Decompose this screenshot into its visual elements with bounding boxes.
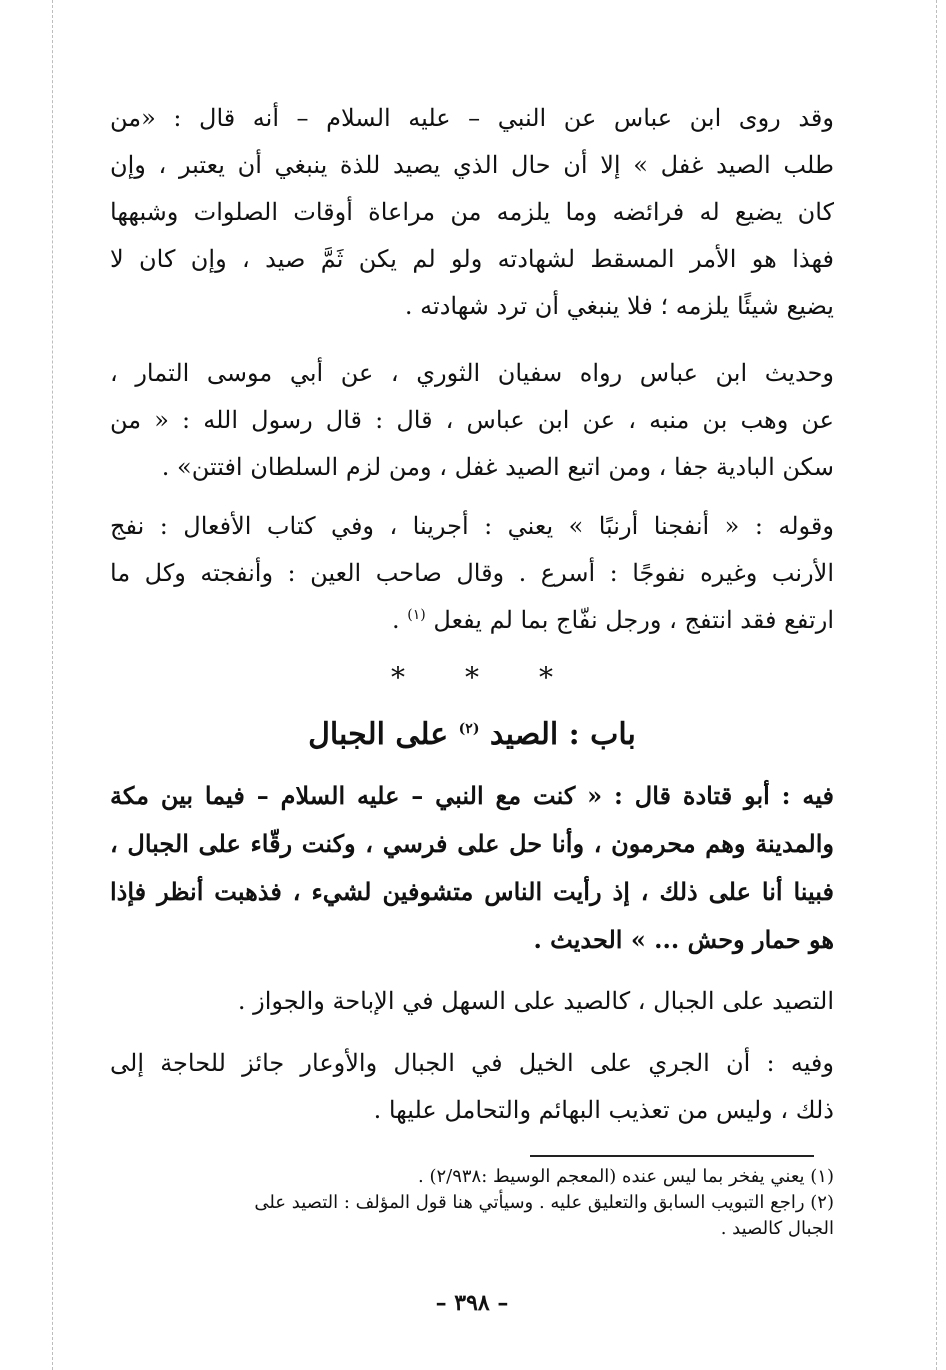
star-icon: *: [391, 661, 405, 694]
text-line: ذلك ، وليس من تعذيب البهائم والتحامل عليها .: [373, 1096, 834, 1124]
paragraph-ruling-riding: [110, 1040, 834, 1134]
footnote-ref-1: (١): [407, 607, 426, 623]
text-run: ارتفع فقد انتفج ، ورجل نفّاج بما لم يفعل: [433, 606, 834, 634]
paragraph-word-explanation: [110, 503, 834, 644]
paragraph-ruling-hunting: [110, 978, 834, 1025]
text-line: فهذا هو الأمر المسقط لشهادته ولو لم يكن ثَمَّ صيد ، وإن كان لا: [110, 245, 834, 273]
text-line: عن وهب بن منبه ، عن ابن عباس ، قال : قال رسول الله : « من: [110, 406, 834, 434]
star-icon: *: [465, 661, 479, 694]
scan-edge-left: [52, 0, 53, 1370]
footnote-ref-2: (٢): [458, 721, 480, 737]
text-line: طلب الصيد غفل » إلا أن حال الذي يصيد للذة ينبغي أن يعتبر ، وإن: [110, 151, 834, 179]
star-icon: *: [539, 661, 553, 694]
text-line: وقوله : « أنفجنا أرنبًا » يعني : أجرينا ، وفي كتاب الأفعال : نفج: [110, 512, 834, 540]
text-line: كان يضيع له فرائضه وما يلزمه من مراعاة أوقات الصلوات وشبهها: [110, 198, 834, 226]
heading-text: على الجبال: [308, 717, 449, 752]
heading-text: باب : الصيد: [489, 717, 636, 752]
text-line: وفيه : أن الجري على الخيل في الجبال والأوعار جائز للحاجة إلى: [110, 1049, 834, 1077]
text-line: [110, 597, 834, 644]
text-line: وحديث ابن عباس رواه سفيان الثوري ، عن أبي موسى التمار ،: [110, 359, 834, 387]
text-line: يضيع شيئًا يلزمه ؛ فلا ينبغي أن ترد شهادته .: [404, 292, 834, 320]
chapter-heading: [110, 713, 834, 757]
footnote-separator: [530, 1155, 814, 1157]
paragraph-hadith-chain: [110, 350, 834, 491]
scan-edge-right: [936, 0, 937, 1370]
text-line: وقد روى ابن عباس عن النبي – عليه السلام – أنه قال : «من: [110, 104, 834, 132]
paragraph-ibn-abbas-narration: [110, 95, 834, 330]
footnote-2: (٢) راجع التبويب السابق والتعليق عليه . وسيأتي هنا قول المؤلف : التصيد على: [254, 1192, 834, 1213]
footnotes: [110, 1164, 834, 1242]
text-run: .: [392, 606, 408, 634]
text-line: الأرنب وغيره نفوجًا : أسرع . وقال صاحب العين : وأنفجته وكل ما: [110, 559, 834, 587]
text-line: والمدينة وهم محرمون ، وأنا حل على فرسي ، وكنت رقّاء على الجبال ،: [110, 829, 834, 858]
text-line: فيه : أبو قتادة قال : « كنت مع النبي – عليه السلام – فيما بين مكة: [110, 781, 834, 810]
text-line: فبينا أنا على ذلك ، إذ رأيت الناس متشوفين لشيء ، فذهبت أنظر فإذا: [110, 877, 834, 906]
text-line: سكن البادية جفا ، ومن اتبع الصيد غفل ، ومن لزم السلطان افتتن» .: [161, 453, 834, 481]
footnote-2-continuation: الجبال كالصيد .: [720, 1218, 834, 1239]
text-line: هو حمار وحش ... » الحديث .: [533, 925, 834, 954]
section-divider: [110, 660, 834, 696]
page-number: – ٣٩٨ –: [435, 1290, 509, 1316]
text-line: التصيد على الجبال ، كالصيد على السهل في الإباحة والجواز .: [237, 987, 834, 1015]
footnote-1: (١) يعني يفخر بما ليس عنده (المعجم الوسيط :٢/٩٣٨) .: [418, 1166, 834, 1187]
hadith-abu-qatada: [110, 772, 834, 964]
